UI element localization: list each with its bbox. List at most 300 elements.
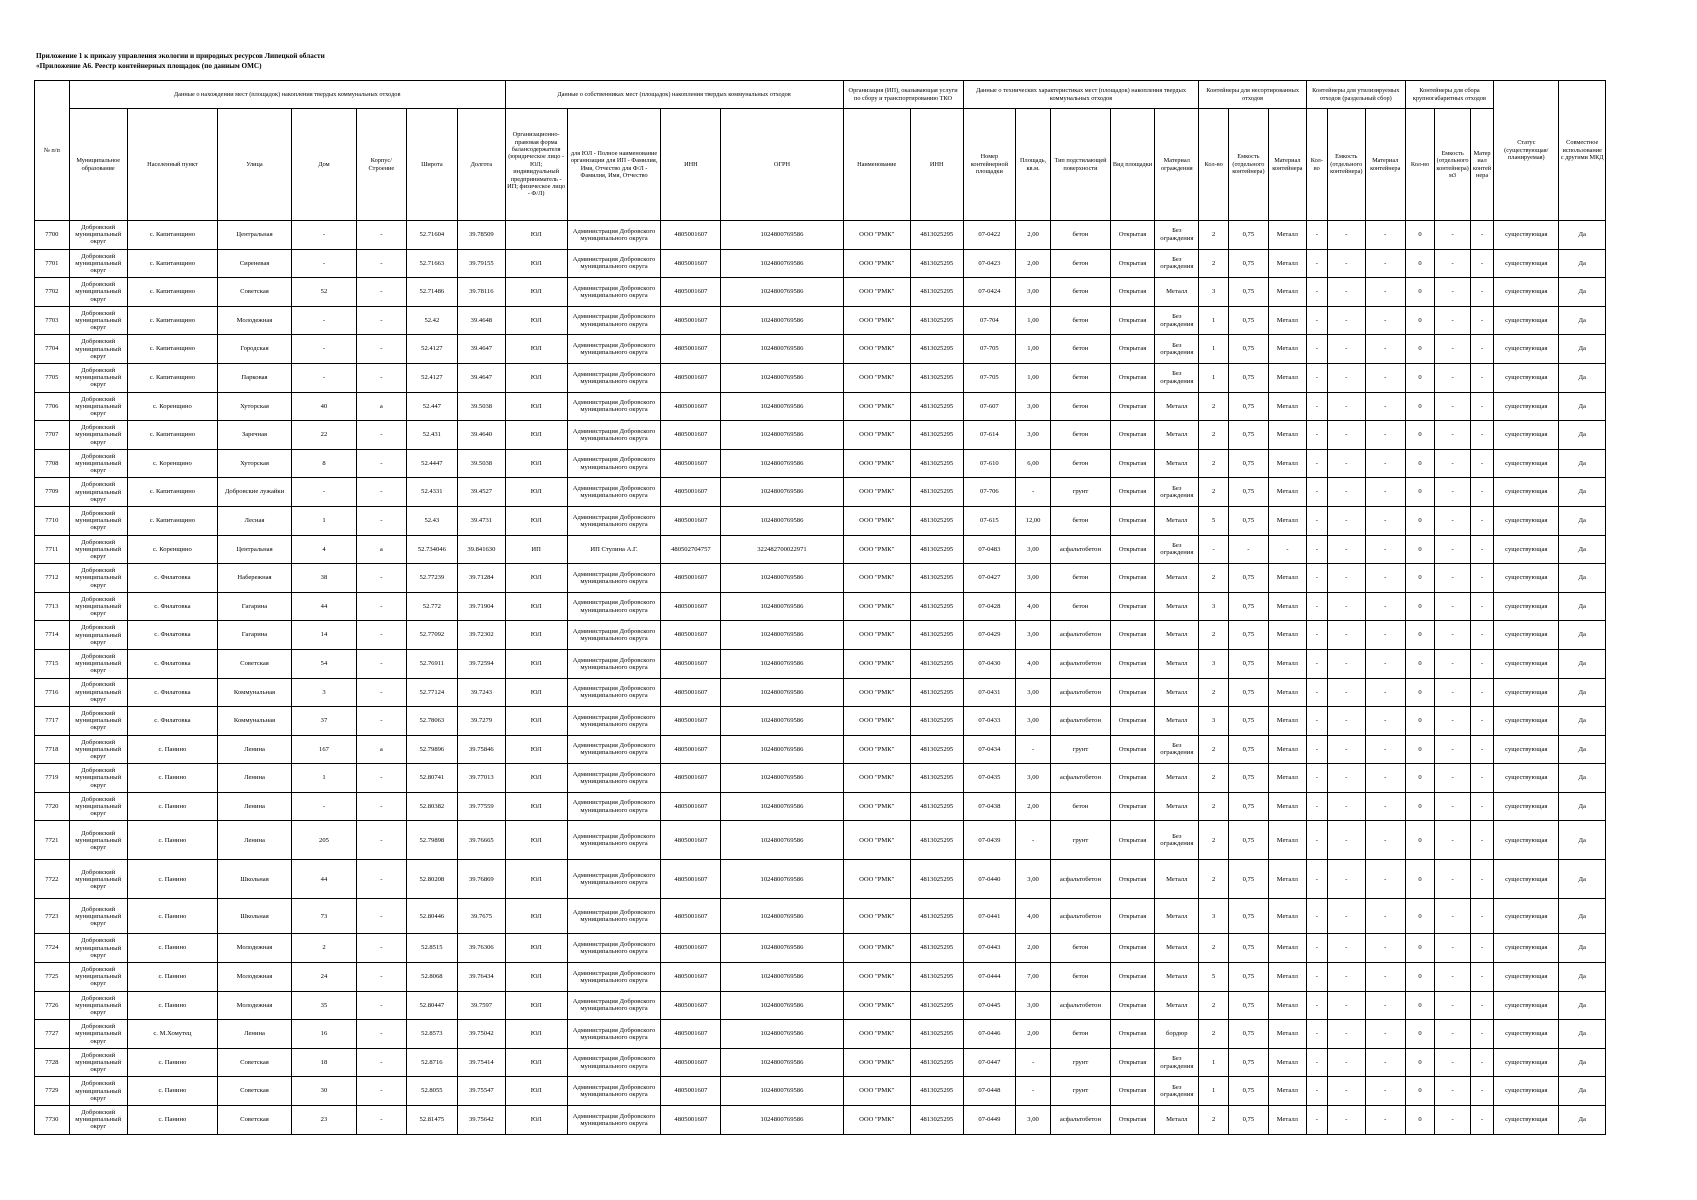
cell-legal-form: ЮЛ [505, 478, 567, 507]
cell-surface: бетон [1050, 792, 1110, 821]
cell-municipality: Добровский муниципальный округ [69, 1020, 127, 1049]
cell-owner-name: Администрация Добровского муниципального округа [567, 899, 661, 934]
header-sub-row [35, 109, 1606, 221]
cell-operator-inn: 4813025295 [910, 221, 963, 250]
cell-locality: с. Капитанщино [127, 249, 218, 278]
cell-recycled-volume: - [1327, 899, 1365, 934]
cell-legal-form: ЮЛ [505, 1020, 567, 1049]
cell-bulky-count: 0 [1405, 963, 1434, 992]
cell-site-kind: Открытая [1110, 506, 1154, 535]
cell-locality: с. Панино [127, 1106, 218, 1135]
cell-longitude: 39.75642 [458, 1106, 505, 1135]
cell-number: 7716 [35, 678, 70, 707]
header-line-2: «Приложение А6. Реестр контейнерных площадок (по данным ОМС) [36, 62, 262, 70]
cell-operator-inn: 4813025295 [910, 649, 963, 678]
cell-area: 12,00 [1016, 506, 1051, 535]
table-row [35, 1020, 1606, 1049]
cell-building: - [357, 821, 406, 860]
cell-site-number: 07-0422 [963, 221, 1016, 250]
cell-recycled-material: - [1365, 649, 1405, 678]
cell-latitude: 52.80741 [406, 764, 458, 793]
cell-recycled-count: - [1306, 1077, 1327, 1106]
cell-operator-name: ООО "РМК" [843, 1106, 910, 1135]
cell-locality: с. Филатовка [127, 592, 218, 621]
cell-operator-inn: 4813025295 [910, 1106, 963, 1135]
cell-recycled-material: - [1365, 1077, 1405, 1106]
cell-sorted-count: 2 [1199, 1106, 1228, 1135]
cell-site-number: 07-0440 [963, 860, 1016, 899]
cell-legal-form: ЮЛ [505, 991, 567, 1020]
cell-municipality: Добровский муниципальный округ [69, 963, 127, 992]
cell-site-number: 07-0428 [963, 592, 1016, 621]
cell-bulky-volume: - [1435, 621, 1471, 650]
cell-owner-inn: 4805001607 [661, 1048, 721, 1077]
cell-area: 2,00 [1016, 221, 1051, 250]
cell-recycled-material: - [1365, 860, 1405, 899]
cell-sorted-count: 3 [1199, 649, 1228, 678]
cell-latitude: 52.77092 [406, 621, 458, 650]
cell-latitude: 52.8055 [406, 1077, 458, 1106]
cell-bulky-volume: - [1435, 306, 1471, 335]
table-row [35, 221, 1606, 250]
cell-street: Молодежная [218, 306, 292, 335]
col-site-number: Номер контейнерной площадки [963, 109, 1016, 221]
cell-bulky-volume: - [1435, 421, 1471, 450]
cell-number: 7726 [35, 991, 70, 1020]
cell-site-number: 07-0434 [963, 735, 1016, 764]
cell-house: 37 [291, 707, 356, 736]
cell-recycled-volume: - [1327, 392, 1365, 421]
cell-operator-inn: 4813025295 [910, 621, 963, 650]
cell-number: 7725 [35, 963, 70, 992]
cell-bulky-volume: - [1435, 963, 1471, 992]
cell-sorted-count: 3 [1199, 899, 1228, 934]
cell-fence: Металл [1155, 991, 1199, 1020]
cell-sorted-count: 5 [1199, 506, 1228, 535]
cell-sorted-count: 2 [1199, 860, 1228, 899]
cell-bulky-count: 0 [1405, 421, 1434, 450]
cell-recycled-volume: - [1327, 421, 1365, 450]
cell-owner-inn: 4805001607 [661, 1077, 721, 1106]
cell-sorted-count: 3 [1199, 278, 1228, 307]
cell-sorted-material: Металл [1268, 649, 1306, 678]
cell-building: - [357, 678, 406, 707]
cell-street: Школьная [218, 899, 292, 934]
cell-operator-name: ООО "РМК" [843, 963, 910, 992]
cell-municipality: Добровский муниципальный округ [69, 991, 127, 1020]
cell-site-number: 07-0438 [963, 792, 1016, 821]
col-shared: Совместное использование с другими МКД [1559, 81, 1606, 221]
cell-number: 7710 [35, 506, 70, 535]
cell-legal-form: ЮЛ [505, 707, 567, 736]
cell-area: 4,00 [1016, 592, 1051, 621]
cell-legal-form: ЮЛ [505, 306, 567, 335]
cell-status: существующая [1494, 535, 1559, 564]
cell-latitude: 52.77124 [406, 678, 458, 707]
cell-operator-inn: 4813025295 [910, 564, 963, 593]
cell-number: 7722 [35, 860, 70, 899]
cell-owner-name: Администрация Добровского муниципального округа [567, 1106, 661, 1135]
cell-owner-name: Администрация Добровского муниципального округа [567, 991, 661, 1020]
cell-bulky-material: - [1470, 821, 1493, 860]
cell-site-kind: Открытая [1110, 792, 1154, 821]
cell-operator-name: ООО "РМК" [843, 764, 910, 793]
cell-house: 167 [291, 735, 356, 764]
cell-building: - [357, 899, 406, 934]
cell-operator-inn: 4813025295 [910, 963, 963, 992]
cell-bulky-count: 0 [1405, 564, 1434, 593]
cell-sorted-material: Металл [1268, 934, 1306, 963]
cell-street: Советская [218, 1077, 292, 1106]
cell-building: - [357, 421, 406, 450]
cell-operator-inn: 4813025295 [910, 707, 963, 736]
cell-owner-name: Администрация Добровского муниципального округа [567, 821, 661, 860]
cell-status: существующая [1494, 221, 1559, 250]
cell-sorted-material: Металл [1268, 363, 1306, 392]
cell-status: существующая [1494, 735, 1559, 764]
cell-bulky-count: 0 [1405, 899, 1434, 934]
cell-shared: Да [1559, 735, 1606, 764]
cell-recycled-count: - [1306, 421, 1327, 450]
table-row [35, 735, 1606, 764]
cell-owner-ogrn: 1024800769586 [721, 1106, 843, 1135]
cell-legal-form: ЮЛ [505, 1048, 567, 1077]
cell-sorted-material: Металл [1268, 899, 1306, 934]
col-bulky-count: Кол-во [1405, 109, 1434, 221]
cell-sorted-material: Металл [1268, 449, 1306, 478]
cell-legal-form: ЮЛ [505, 592, 567, 621]
cell-sorted-volume: 0,75 [1228, 792, 1268, 821]
cell-recycled-count: - [1306, 991, 1327, 1020]
cell-area: 1,00 [1016, 363, 1051, 392]
cell-surface: бетон [1050, 363, 1110, 392]
cell-bulky-volume: - [1435, 592, 1471, 621]
cell-area: 3,00 [1016, 621, 1051, 650]
cell-house: - [291, 335, 356, 364]
cell-legal-form: ЮЛ [505, 392, 567, 421]
cell-bulky-count: 0 [1405, 621, 1434, 650]
cell-area: 4,00 [1016, 899, 1051, 934]
cell-bulky-material: - [1470, 735, 1493, 764]
cell-site-kind: Открытая [1110, 306, 1154, 335]
cell-building: - [357, 991, 406, 1020]
cell-locality: с. Филатовка [127, 649, 218, 678]
cell-operator-inn: 4813025295 [910, 860, 963, 899]
cell-shared: Да [1559, 221, 1606, 250]
cell-owner-inn: 4805001607 [661, 899, 721, 934]
cell-house: - [291, 792, 356, 821]
cell-site-number: 07-607 [963, 392, 1016, 421]
cell-building: - [357, 1106, 406, 1135]
cell-house: 24 [291, 963, 356, 992]
cell-operator-name: ООО "РМК" [843, 478, 910, 507]
cell-sorted-material: Металл [1268, 735, 1306, 764]
cell-municipality: Добровский муниципальный округ [69, 821, 127, 860]
cell-street: Гагарина [218, 592, 292, 621]
cell-bulky-count: 0 [1405, 478, 1434, 507]
cell-operator-inn: 4813025295 [910, 821, 963, 860]
cell-status: существующая [1494, 764, 1559, 793]
cell-site-number: 07-0447 [963, 1048, 1016, 1077]
cell-owner-name: Администрация Добровского муниципального округа [567, 1020, 661, 1049]
cell-latitude: 52.43 [406, 506, 458, 535]
table-row [35, 649, 1606, 678]
cell-owner-inn: 4805001607 [661, 934, 721, 963]
cell-street: Молодежная [218, 934, 292, 963]
cell-house: - [291, 221, 356, 250]
cell-sorted-volume: 0,75 [1228, 335, 1268, 364]
cell-surface: асфальтобетон [1050, 1106, 1110, 1135]
table-row [35, 421, 1606, 450]
cell-status: существующая [1494, 363, 1559, 392]
cell-municipality: Добровский муниципальный округ [69, 363, 127, 392]
cell-area: 7,00 [1016, 963, 1051, 992]
cell-operator-inn: 4813025295 [910, 1077, 963, 1106]
cell-street: Парковая [218, 363, 292, 392]
col-sorted-material: Материал контейнера [1268, 109, 1306, 221]
cell-recycled-count: - [1306, 860, 1327, 899]
cell-surface: бетон [1050, 592, 1110, 621]
cell-operator-inn: 4813025295 [910, 1048, 963, 1077]
cell-owner-ogrn: 1024800769586 [721, 963, 843, 992]
cell-site-number: 07-614 [963, 421, 1016, 450]
group-tech: Данные о технических характеристиках мест (площадок) накопления твердых коммунальных отходов [963, 81, 1199, 109]
cell-site-kind: Открытая [1110, 564, 1154, 593]
cell-sorted-volume: 0,75 [1228, 306, 1268, 335]
cell-longitude: 39.71904 [458, 592, 505, 621]
cell-owner-name: Администрация Добровского муниципального округа [567, 506, 661, 535]
cell-site-number: 07-0449 [963, 1106, 1016, 1135]
cell-recycled-material: - [1365, 564, 1405, 593]
cell-fence: Без ограждения [1155, 1077, 1199, 1106]
cell-status: существующая [1494, 421, 1559, 450]
cell-bulky-material: - [1470, 1077, 1493, 1106]
cell-fence: Металл [1155, 934, 1199, 963]
cell-site-kind: Открытая [1110, 249, 1154, 278]
cell-status: существующая [1494, 392, 1559, 421]
cell-recycled-material: - [1365, 363, 1405, 392]
col-status: Статус (существующая/ планируемая) [1494, 81, 1559, 221]
cell-site-kind: Открытая [1110, 649, 1154, 678]
cell-legal-form: ЮЛ [505, 860, 567, 899]
cell-shared: Да [1559, 963, 1606, 992]
cell-municipality: Добровский муниципальный округ [69, 564, 127, 593]
cell-recycled-material: - [1365, 421, 1405, 450]
cell-bulky-count: 0 [1405, 249, 1434, 278]
cell-latitude: 52.79898 [406, 821, 458, 860]
cell-house: 3 [291, 678, 356, 707]
cell-shared: Да [1559, 860, 1606, 899]
cell-site-number: 07-0446 [963, 1020, 1016, 1049]
cell-fence: Металл [1155, 564, 1199, 593]
cell-sorted-count: 2 [1199, 249, 1228, 278]
cell-owner-ogrn: 1024800769586 [721, 421, 843, 450]
cell-bulky-material: - [1470, 564, 1493, 593]
cell-recycled-count: - [1306, 649, 1327, 678]
cell-status: существующая [1494, 934, 1559, 963]
cell-operator-name: ООО "РМК" [843, 506, 910, 535]
cell-sorted-material: Металл [1268, 860, 1306, 899]
cell-municipality: Добровский муниципальный округ [69, 1048, 127, 1077]
cell-latitude: 52.8515 [406, 934, 458, 963]
cell-sorted-material: Металл [1268, 963, 1306, 992]
cell-latitude: 52.431 [406, 421, 458, 450]
cell-bulky-material: - [1470, 449, 1493, 478]
cell-bulky-material: - [1470, 506, 1493, 535]
cell-legal-form: ЮЛ [505, 934, 567, 963]
cell-recycled-count: - [1306, 506, 1327, 535]
cell-owner-inn: 4805001607 [661, 392, 721, 421]
cell-operator-name: ООО "РМК" [843, 363, 910, 392]
cell-owner-inn: 4805001607 [661, 564, 721, 593]
cell-surface: бетон [1050, 934, 1110, 963]
cell-owner-name: Администрация Добровского муниципального округа [567, 678, 661, 707]
cell-recycled-count: - [1306, 735, 1327, 764]
cell-bulky-count: 0 [1405, 506, 1434, 535]
cell-building: а [357, 735, 406, 764]
cell-site-kind: Открытая [1110, 934, 1154, 963]
cell-owner-name: Администрация Добровского муниципального округа [567, 934, 661, 963]
cell-sorted-material: Металл [1268, 621, 1306, 650]
cell-surface: грунт [1050, 735, 1110, 764]
cell-owner-ogrn: 1024800769586 [721, 707, 843, 736]
cell-site-kind: Открытая [1110, 621, 1154, 650]
cell-bulky-volume: - [1435, 735, 1471, 764]
cell-number: 7704 [35, 335, 70, 364]
cell-number: 7728 [35, 1048, 70, 1077]
cell-sorted-volume: 0,75 [1228, 249, 1268, 278]
cell-longitude: 39.5038 [458, 392, 505, 421]
cell-building: - [357, 249, 406, 278]
cell-area: 3,00 [1016, 278, 1051, 307]
cell-site-kind: Открытая [1110, 821, 1154, 860]
cell-operator-name: ООО "РМК" [843, 249, 910, 278]
cell-bulky-material: - [1470, 991, 1493, 1020]
cell-municipality: Добровский муниципальный округ [69, 392, 127, 421]
cell-number: 7707 [35, 421, 70, 450]
cell-house: 205 [291, 821, 356, 860]
group-location: Данные о нахождении мест (площадок) накопления твердых коммунальных отходов [69, 81, 505, 109]
cell-site-number: 07-0429 [963, 621, 1016, 650]
cell-longitude: 39.7243 [458, 678, 505, 707]
cell-longitude: 39.75547 [458, 1077, 505, 1106]
cell-number: 7727 [35, 1020, 70, 1049]
cell-recycled-material: - [1365, 707, 1405, 736]
cell-recycled-material: - [1365, 764, 1405, 793]
cell-street: Школьная [218, 860, 292, 899]
cell-operator-name: ООО "РМК" [843, 792, 910, 821]
cell-bulky-material: - [1470, 478, 1493, 507]
cell-owner-ogrn: 1024800769586 [721, 860, 843, 899]
cell-owner-ogrn: 1024800769586 [721, 306, 843, 335]
cell-bulky-volume: - [1435, 221, 1471, 250]
cell-bulky-volume: - [1435, 278, 1471, 307]
cell-status: существующая [1494, 449, 1559, 478]
cell-bulky-volume: - [1435, 1020, 1471, 1049]
cell-owner-ogrn: 1024800769586 [721, 735, 843, 764]
cell-owner-ogrn: 1024800769586 [721, 678, 843, 707]
cell-latitude: 52.8068 [406, 963, 458, 992]
cell-operator-inn: 4813025295 [910, 899, 963, 934]
cell-fence: Металл [1155, 860, 1199, 899]
cell-operator-name: ООО "РМК" [843, 860, 910, 899]
cell-site-kind: Открытая [1110, 764, 1154, 793]
cell-fence: Металл [1155, 764, 1199, 793]
cell-sorted-volume: 0,75 [1228, 707, 1268, 736]
cell-sorted-count: 3 [1199, 707, 1228, 736]
cell-house: - [291, 306, 356, 335]
cell-site-kind: Открытая [1110, 991, 1154, 1020]
cell-sorted-count: 1 [1199, 1077, 1228, 1106]
cell-legal-form: ЮЛ [505, 678, 567, 707]
cell-fence: Металл [1155, 278, 1199, 307]
table-row [35, 306, 1606, 335]
cell-operator-inn: 4813025295 [910, 278, 963, 307]
cell-number: 7703 [35, 306, 70, 335]
cell-shared: Да [1559, 1077, 1606, 1106]
cell-municipality: Добровский муниципальный округ [69, 592, 127, 621]
cell-latitude: 52.81475 [406, 1106, 458, 1135]
cell-latitude: 52.79896 [406, 735, 458, 764]
col-latitude: Широта [406, 109, 458, 221]
cell-longitude: 39.76306 [458, 934, 505, 963]
cell-owner-inn: 4805001607 [661, 621, 721, 650]
cell-fence: Без ограждения [1155, 478, 1199, 507]
cell-latitude: 52.76911 [406, 649, 458, 678]
cell-site-kind: Открытая [1110, 449, 1154, 478]
cell-sorted-volume: 0,75 [1228, 564, 1268, 593]
cell-latitude: 52.80446 [406, 899, 458, 934]
cell-municipality: Добровский муниципальный округ [69, 249, 127, 278]
cell-owner-name: Администрация Добровского муниципального округа [567, 421, 661, 450]
cell-owner-name: Администрация Добровского муниципального округа [567, 249, 661, 278]
cell-municipality: Добровский муниципальный округ [69, 860, 127, 899]
cell-bulky-count: 0 [1405, 735, 1434, 764]
cell-operator-inn: 4813025295 [910, 392, 963, 421]
cell-recycled-volume: - [1327, 221, 1365, 250]
cell-recycled-volume: - [1327, 707, 1365, 736]
cell-site-number: 07-705 [963, 363, 1016, 392]
cell-operator-name: ООО "РМК" [843, 934, 910, 963]
cell-recycled-count: - [1306, 306, 1327, 335]
cell-status: существующая [1494, 592, 1559, 621]
cell-house: 52 [291, 278, 356, 307]
cell-shared: Да [1559, 421, 1606, 450]
cell-legal-form: ЮЛ [505, 1106, 567, 1135]
cell-house: 16 [291, 1020, 356, 1049]
cell-operator-inn: 4813025295 [910, 764, 963, 793]
cell-surface: асфальтобетон [1050, 991, 1110, 1020]
cell-latitude: 52.772 [406, 592, 458, 621]
cell-owner-inn: 4805001607 [661, 278, 721, 307]
cell-recycled-material: - [1365, 278, 1405, 307]
cell-bulky-count: 0 [1405, 335, 1434, 364]
cell-area: - [1016, 1077, 1051, 1106]
cell-latitude: 52.447 [406, 392, 458, 421]
cell-building: - [357, 860, 406, 899]
cell-sorted-material: Металл [1268, 392, 1306, 421]
cell-status: существующая [1494, 860, 1559, 899]
cell-street: Гагарина [218, 621, 292, 650]
cell-legal-form: ЮЛ [505, 621, 567, 650]
cell-sorted-material: Металл [1268, 991, 1306, 1020]
cell-surface: бетон [1050, 249, 1110, 278]
cell-surface: асфальтобетон [1050, 678, 1110, 707]
cell-site-number: 07-0435 [963, 764, 1016, 793]
cell-latitude: 52.4127 [406, 335, 458, 364]
cell-owner-name: Администрация Добровского муниципального округа [567, 764, 661, 793]
cell-owner-inn: 4805001607 [661, 449, 721, 478]
